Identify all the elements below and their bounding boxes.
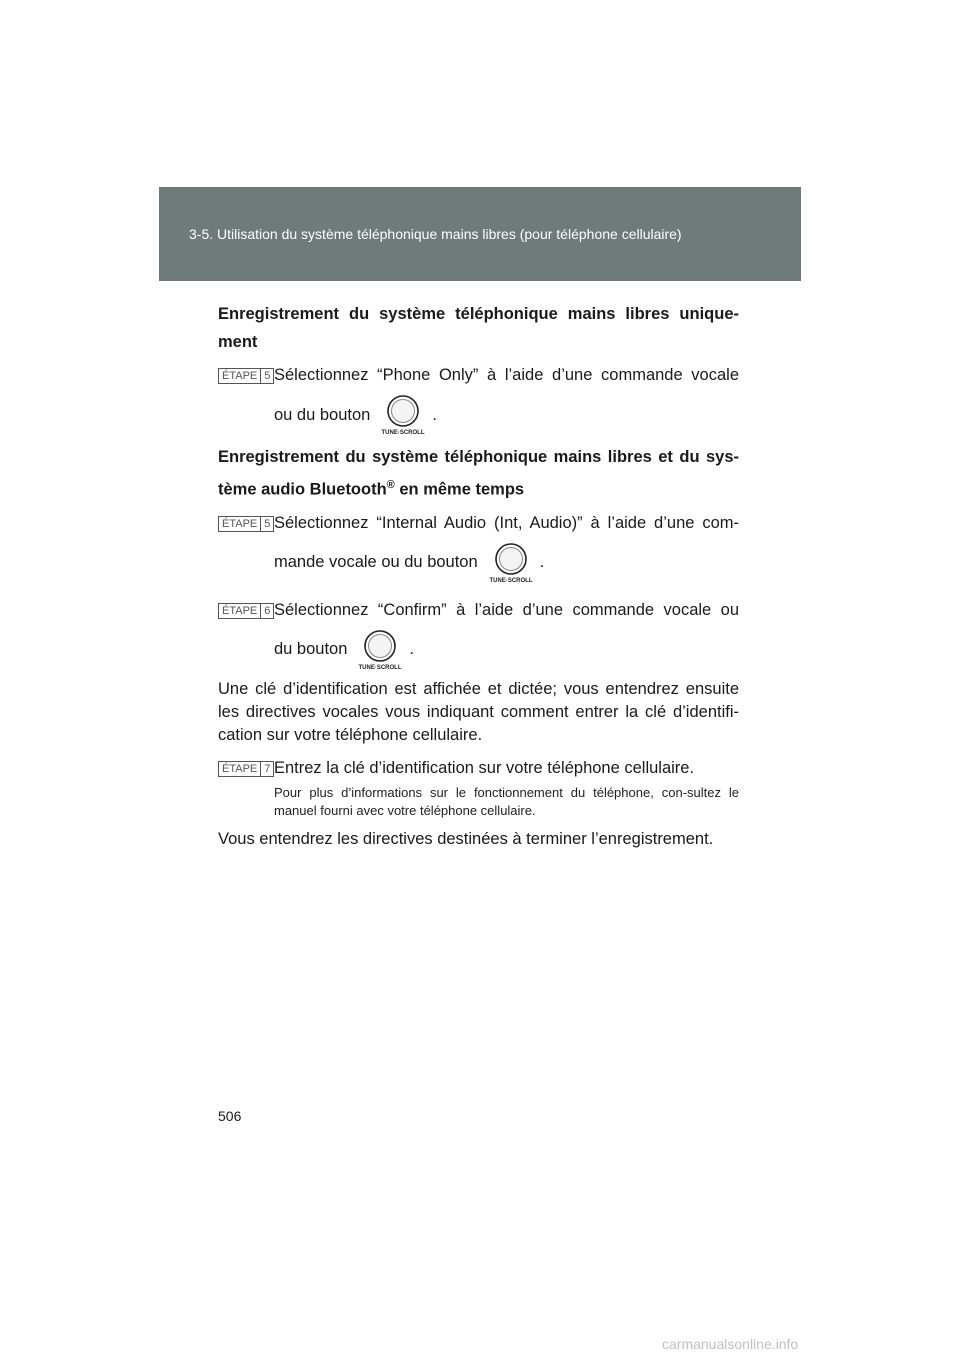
page-number: 506 [218,1108,242,1124]
watermark: carmanualsonline.info [662,1336,799,1352]
step-badge: ÉTAPE 6 [218,603,274,619]
step-internal-audio: ÉTAPE 5 Sélectionnez “Internal Audio (Int, Audio)” à l’aide d’une com- mande vocale ou du bouton TUNE·SCROLL . [218,512,739,585]
step-text: Sélectionnez “Internal Audio (Int, Audio)” à l’aide d’une com- [274,513,739,532]
step-phone-only: ÉTAPE 5 Sélectionnez “Phone Only” à l’aide d’une commande vocale ou du bouton TUNE·SCROLL . [218,364,739,437]
section-title: 3-5. Utilisation du système téléphonique mains libres (pour téléphone cellulaire) [189,226,682,242]
tune-scroll-knob-icon [378,393,428,437]
identification-key-paragraph: Une clé d’identification est affichée et dictée; vous entendrez ensuite les directives vocales vous indiquant comment entrer la clé d’identifi-cation sur votre téléphone cellulaire. [218,679,739,744]
tune-scroll-knob-icon [355,628,405,672]
heading-phone-and-audio: Enregistrement du système téléphonique mains libres et du sys-tème audio Bluetooth® en même temps [218,448,739,499]
closing-paragraph: Vous entendrez les directives destinées à terminer l’enregistrement. [218,829,714,848]
heading-phone-only: Enregistrement du système téléphonique mains libres unique-ment [218,305,739,351]
step-badge: ÉTAPE 7 [218,761,274,777]
step-enter-key [218,757,739,820]
step-confirm: ÉTAPE 6 Sélectionnez “Confirm” à l’aide d’une commande vocale ou du bouton TUNE·SCROLL . [218,599,739,672]
step-text: Sélectionnez “Phone Only” à l’aide d’une commande vocale [274,366,739,384]
step-badge: ÉTAPE 5 [218,516,274,532]
page-content [218,300,739,851]
section-header [159,187,801,281]
knob-label: TUNE·SCROLL [381,430,425,436]
tune-scroll-knob-icon [486,541,536,585]
step-note: Pour plus d’informations sur le fonctionnement du téléphone, con-sultez le manuel fourni avec votre téléphone cellulaire. [274,784,739,818]
step-text: Sélectionnez “Confirm” à l’aide d’une commande vocale ou [274,600,739,619]
knob-label: TUNE·SCROLL [358,664,402,671]
step-text: Entrez la clé d’identification sur votre téléphone cellulaire. [274,758,695,777]
knob-label: TUNE·SCROLL [489,577,533,584]
step-badge: ÉTAPE 5 [218,368,274,384]
